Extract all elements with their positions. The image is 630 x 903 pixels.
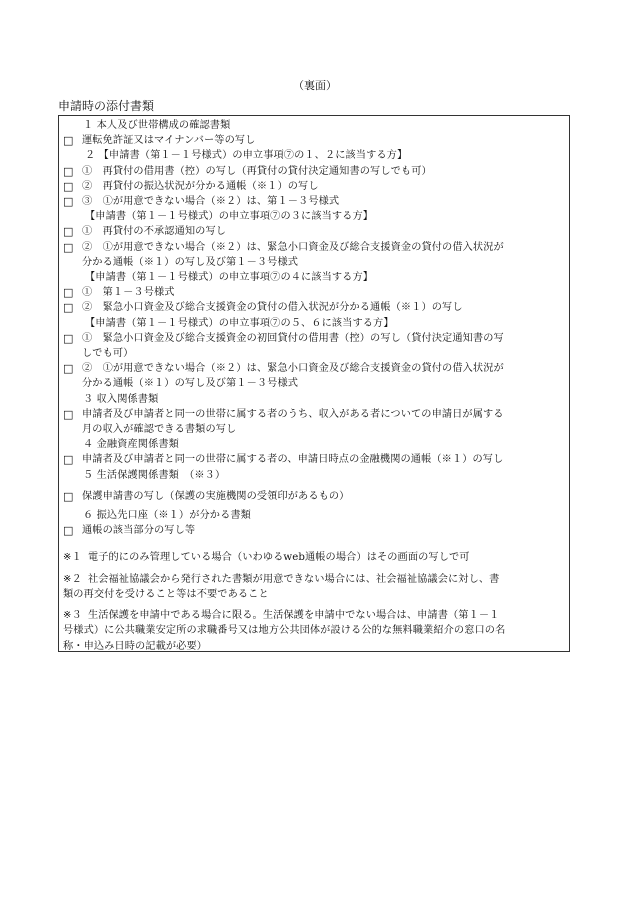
item-income: [63, 407, 565, 422]
attachments-box: [58, 115, 570, 652]
item-2-3: [63, 194, 565, 209]
heading-section-2: ２ 【申請書（第１－１号様式）の申立事項⑦の１、２に該当する方】: [85, 150, 408, 162]
item-2-1: [63, 164, 565, 179]
heading-identity: １ 本人及び世帯構成の確認書類: [83, 120, 231, 131]
item-label: ③ ①が用意できない場合（※２）は、第１－３号様式: [82, 196, 340, 208]
note-mark: ※１: [63, 552, 82, 564]
heading-account: ６ 振込先口座（※１）が分かる書類: [83, 510, 251, 522]
section-title: 申請時の添付書類: [58, 99, 155, 113]
checkbox[interactable]: □: [63, 286, 74, 300]
note-3: [63, 608, 565, 623]
heading-section-3: 【申請書（第１－１号様式）の申立事項⑦の３に該当する方】: [85, 211, 374, 223]
item-label: 保護申請書の写し（保護の実施機関の受領印があるもの）: [82, 490, 350, 502]
checkbox[interactable]: □: [63, 453, 74, 467]
heading-welfare: ５ 生活保護関係書類 （※３）: [83, 469, 226, 481]
item-3-1: [63, 224, 565, 239]
checkbox[interactable]: □: [63, 407, 74, 421]
note-mark: ※３: [63, 610, 82, 622]
note-text: 電子的にのみ管理している場合（いわゆるweb通帳の場合）はその画面の写しで可: [87, 552, 470, 564]
checkbox[interactable]: □: [63, 524, 74, 538]
item-assets: [63, 452, 565, 467]
item-label: ② ①が用意できない場合（※２）は、緊急小口資金及び総合支援資金の貸付の借入状況が: [82, 241, 504, 253]
heading-section-4: 【申請書（第１－１号様式）の申立事項⑦の４に該当する方】: [85, 272, 374, 284]
checkbox[interactable]: □: [63, 195, 74, 209]
item-label: ① 第１－３号様式: [82, 287, 175, 299]
item-label: ② 再貸付の振込状況が分かる通帳（※１）の写し: [82, 180, 319, 192]
item-income-cont: 月の収入が確認できる書類の写し: [82, 424, 237, 436]
item-welfare: [63, 489, 565, 504]
checkbox[interactable]: □: [63, 134, 74, 148]
note-3-cont: 号様式）に公共職業安定所の求職番号又は地方公共団体が設ける公的な無料職業紹介の窓口の名: [63, 625, 506, 637]
item-label: 通帳の該当部分の写し等: [82, 525, 196, 537]
item-label: ① 再貸付の不承認通知の写し: [82, 226, 227, 238]
item-5-2-cont: 分かる通帳（※１）の写し及び第１－３号様式: [82, 378, 299, 390]
item-2-2: [63, 179, 565, 194]
heading-assets: ４ 金融資産関係書類: [83, 439, 179, 451]
heading-section-5: 【申請書（第１－１号様式）の申立事項⑦の５、６に該当する方】: [85, 317, 394, 329]
note-3-cont: 称・申込み日時の記載が必要）: [63, 640, 208, 652]
note-2-cont: 類の再交付を受けること等は不要であること: [63, 588, 269, 600]
note-1: [63, 550, 565, 565]
note-text: 社会福祉協議会から発行された書類が用意できない場合には、社会福祉協議会に対し、書: [87, 573, 500, 585]
checkbox[interactable]: □: [63, 225, 74, 239]
checkbox[interactable]: □: [63, 301, 74, 315]
item-5-1-cont: しでも可）: [82, 348, 134, 360]
item-label: ① 緊急小口資金及び総合支援資金の初回貸付の借用書（控）の写し（貸付決定通知書の写: [82, 332, 504, 344]
item-3-2-cont: 分かる通帳（※１）の写し及び第１－３号様式: [82, 256, 299, 268]
checkbox[interactable]: □: [63, 179, 74, 193]
note-text: 生活保護を申請中である場合に限る。生活保護を申請中でない場合は、申請書（第１－１: [87, 610, 500, 622]
item-label: ② ①が用意できない場合（※２）は、緊急小口資金及び総合支援資金の貸付の借入状況が: [82, 363, 504, 375]
item-account: [63, 523, 565, 538]
checkbox[interactable]: □: [63, 164, 74, 178]
item-label: ① 再貸付の借用書（控）の写し（再貸付の貸付決定通知書の写しでも可）: [82, 165, 432, 177]
item-label: ② 緊急小口資金及び総合支援資金の貸付の借入状況が分かる通帳（※１）の写し: [82, 302, 463, 314]
checkbox[interactable]: □: [63, 362, 74, 376]
checkbox[interactable]: □: [63, 331, 74, 345]
note-mark: ※２: [63, 573, 82, 585]
note-2: [63, 572, 565, 587]
item-label: 申請者及び申請者と同一の世帯に属する者の、申請日時点の金融機関の通帳（※１）の写し: [82, 454, 504, 466]
item-5-2: [63, 361, 565, 376]
item-3-2: [63, 240, 565, 255]
heading-income: ３ 収入関係書類: [83, 393, 159, 405]
checkbox[interactable]: □: [63, 489, 74, 503]
checkbox[interactable]: □: [63, 240, 74, 254]
page-label: （裏面）: [293, 79, 337, 92]
item-label: 運転免許証又はマイナンバー等の写し: [82, 135, 256, 147]
item-label: 申請者及び申請者と同一の世帯に属する者のうち、収入がある者についての申請日が属する: [82, 408, 504, 420]
item-license: [63, 133, 565, 148]
item-4-1: [63, 285, 565, 300]
item-5-1: [63, 331, 565, 346]
item-4-2: [63, 300, 565, 315]
